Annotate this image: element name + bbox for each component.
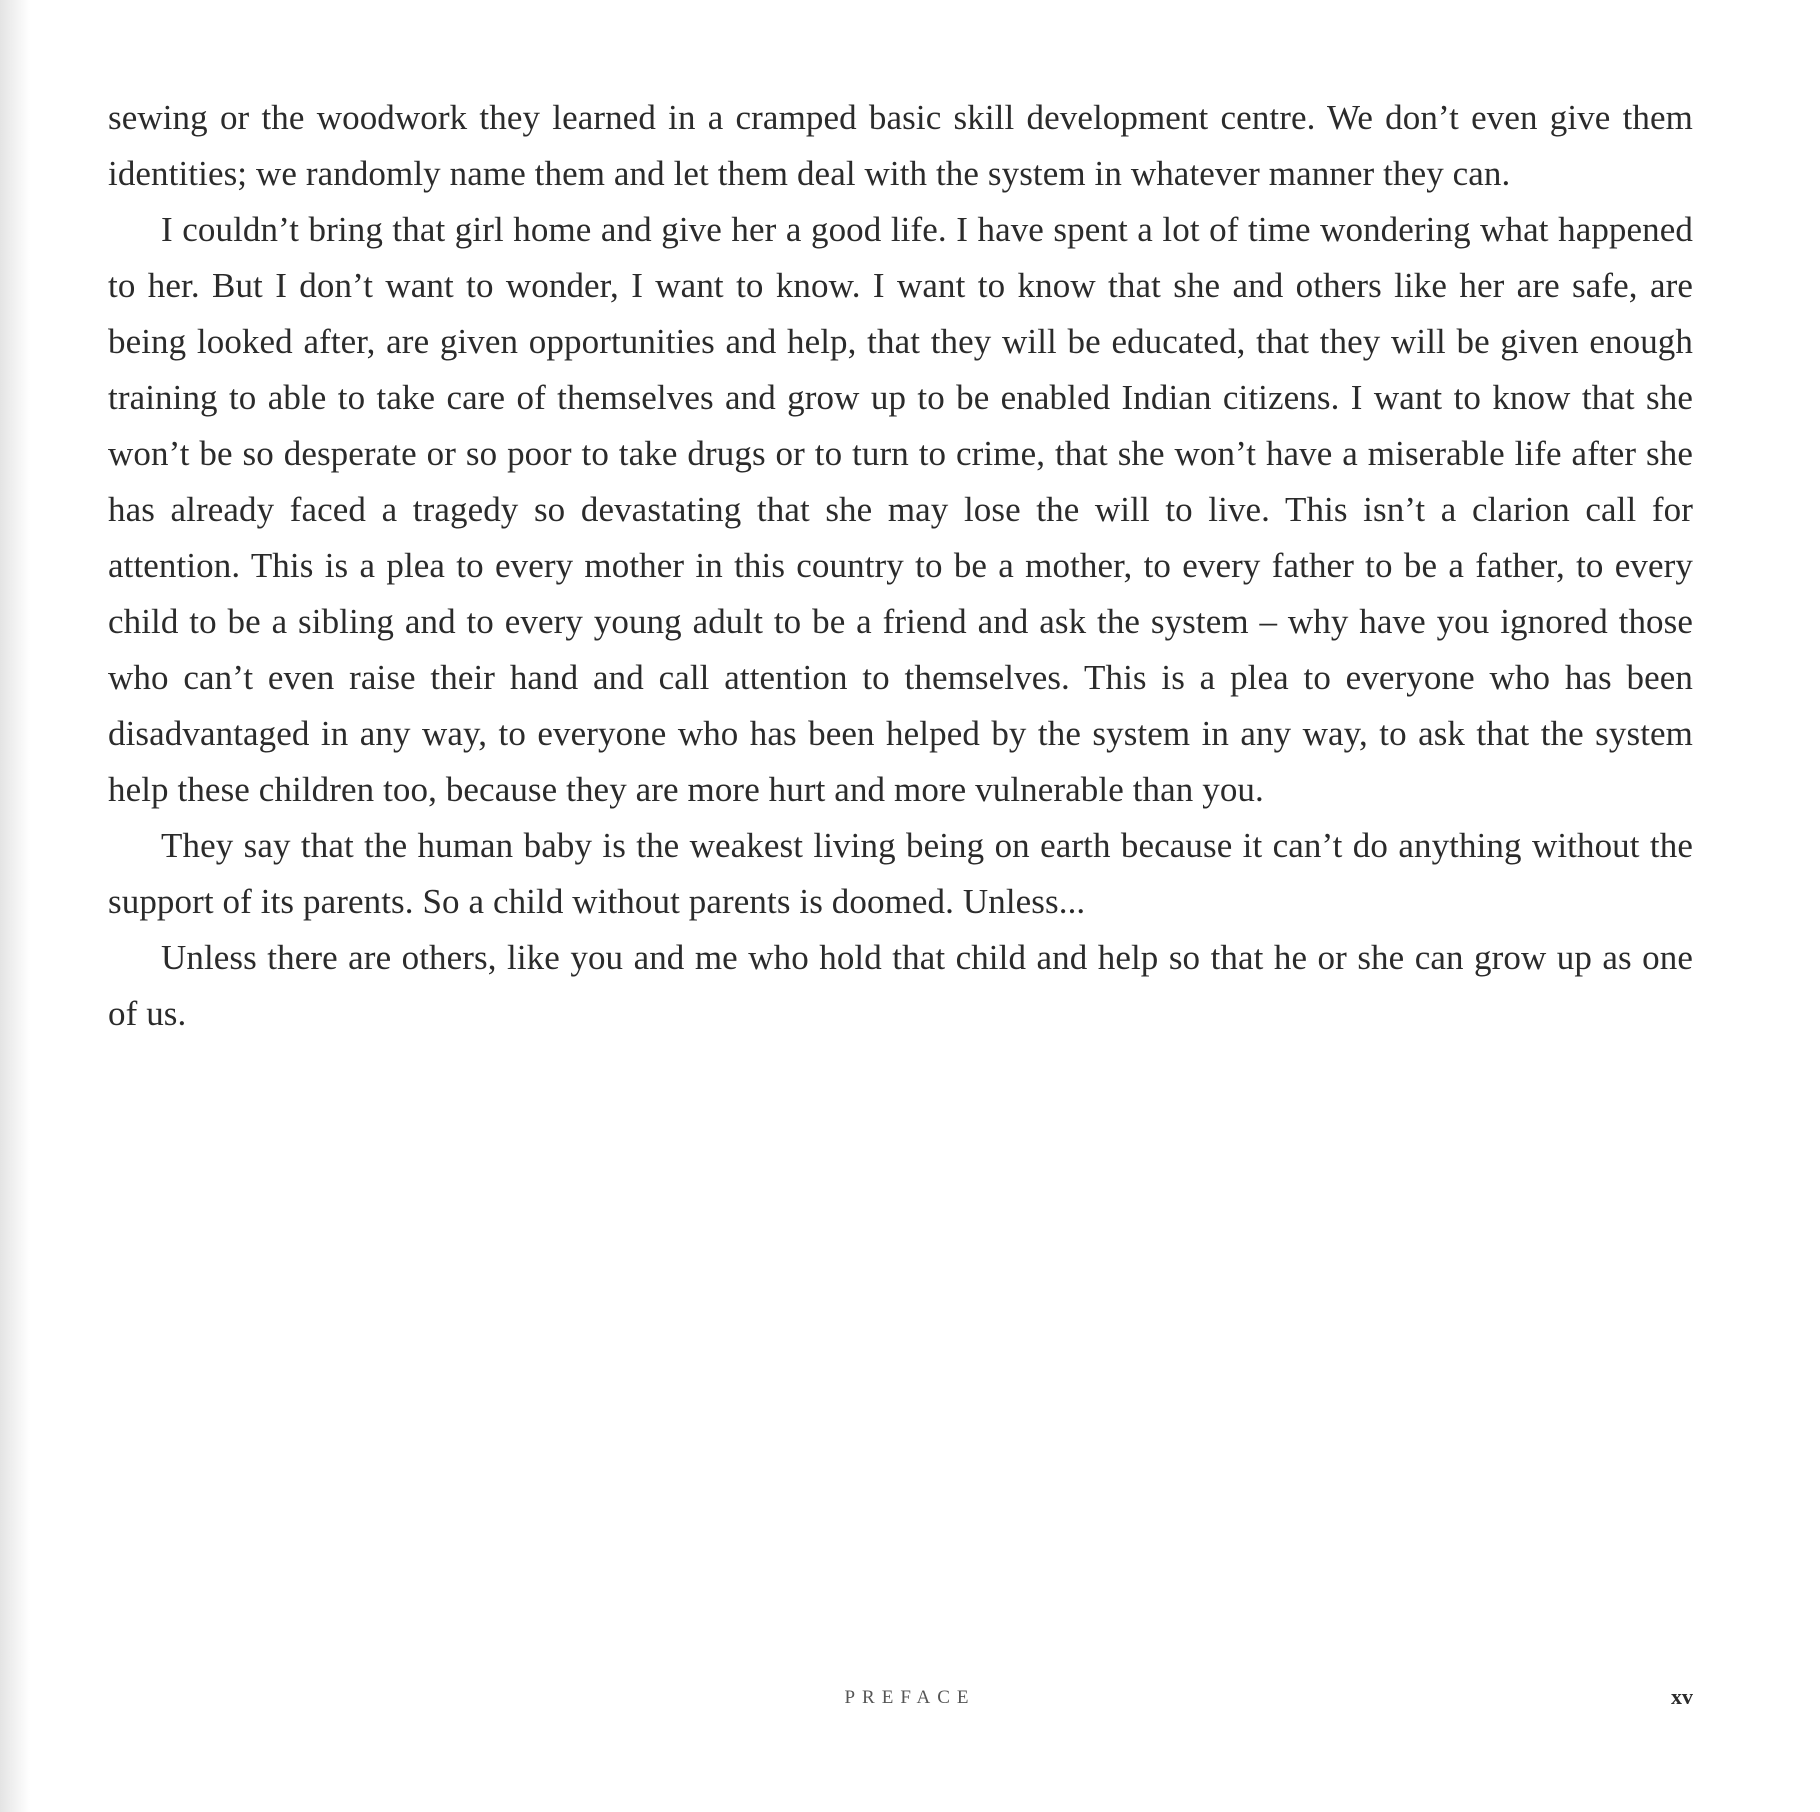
body-text (108, 90, 1693, 1042)
paragraph: Unless there are others, like you and me who hold that child and help so that he or she can grow up as one of us. (108, 938, 1693, 1033)
page-number: xv (1671, 1684, 1693, 1709)
running-footer-section: PREFACE (844, 1687, 976, 1708)
paragraph-continued: sewing or the woodwork they learned in a cramped basic skill development centre. We don’t even give them identities; we randomly name them and let them deal with the system in whatever manner they can. (108, 98, 1693, 193)
page-edge-shadow (0, 0, 30, 1812)
paragraph: I couldn’t bring that girl home and give her a good life. I have spent a lot of time wondering what happened to her. But I don’t want to wonder, I want to know. I want to know that she and others like her are safe, are being looked after, are given opportunities and help, that they will be educated, that they will be given enough training to able to take care of themselves and grow up to be enabled Indian citizens. I want to know that she won’t be so desperate or so poor to take drugs or to turn to crime, that she won’t have a miserable life after she has already faced a tragedy so devastating that she may lose the will to live. This isn’t a clarion call for attention. This is a plea to every mother in this country to be a mother, to every father to be a father, to every child to be a sibling and to every young adult to be a friend and ask the system – why have you ignored those who can’t even raise their hand and call attention to themselves. This is a plea to everyone who has been disadvantaged in any way, to everyone who has been helped by the system in any way, to ask that the system help these children too, because they are more hurt and more vulnerable than you. (108, 210, 1693, 809)
paragraph: They say that the human baby is the weakest living being on earth because it can’t do anything without the support of its parents. So a child without parents is doomed. Unless... (108, 826, 1693, 921)
